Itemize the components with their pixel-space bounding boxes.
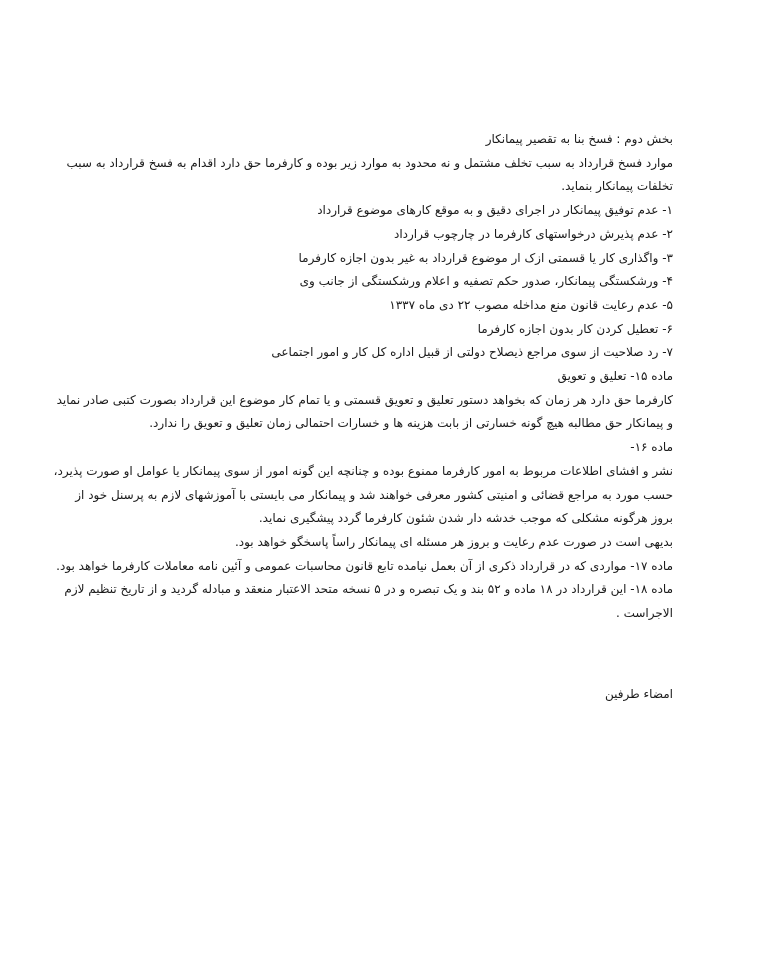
list-item: ۳- واگذاری کار یا قسمتی ازک ار موضوع قرارداد به غیر بدون اجازه کارفرما [298,250,673,265]
article-17: ماده ۱۷- مواردی که در قرارداد ذکری از آن بعمل نیامده تابع قانون محاسبات عمومی و آئین نامه معاملات کارفرما خواهد بود. [56,558,673,573]
article-16-body: نشر و افشای اطلاعات مربوط به امور کارفرما ممنوع بوده و چنانچه این گونه امور از سوی پیمانکار یا عوامل او صورت پذیرد، حسب مورد به مراجع قضائی و امنیتی کشور معرفی خواهند شد و پیمانکار می بایستی با آموزشهای لازم به پرسنل خود از بروز هرگونه مشکلی که موجب خدشه دار شدن شئون کارفرما گردد پیشگیری نماید. [53,463,673,526]
article-18: ماده ۱۸- این قرارداد در ۱۸ ماده و ۵۲ بند و یک تبصره و در ۵ نسخه متحد الاعتبار منعقد و مبادله گردید و از تاریخ تنظیم لازم الاجراست . [64,582,673,621]
article-16-title: ماده ۱۶- [630,440,673,455]
article-16-note: بدیهی است در صورت عدم رعایت و بروز هر مسئله ای پیمانکار راساً پاسخگو خواهد بود. [234,534,673,549]
list-item: ۴- ورشکستگی پیمانکار، صدور حکم تصفیه و اعلام ورشکستگی از جانب وی [299,274,673,289]
document-body [53,128,673,626]
article-15-body: کارفرما حق دارد هر زمان که بخواهد دستور تعلیق و تعویق قسمتی و یا تمام کار موضوع این قرارداد بصورت کتبی صادر نماید و پیمانکار حق مطالبه هیچ گونه خسارتی از بابت هزینه ها و خسارات احتمالی زمان تعلیق و تعویق را ندارد. [56,392,673,431]
list-item: ۲- عدم پذیرش درخواستهای کارفرما در چارچوب قرارداد [393,226,673,241]
list-item: ۵- عدم رعایت قانون منع مداخله مصوب ۲۲ دی ماه ۱۳۳۷ [389,297,673,312]
signature-label: امضاء طرفین [605,687,673,701]
list-item: ۷- رد صلاحیت از سوی مراجع ذیصلاح دولتی از قبیل اداره کل کار و امور اجتماعی [271,345,673,360]
list-item: ۶- تعطیل کردن کار بدون اجازه کارفرما [477,321,673,336]
list-item: ۱- عدم توفیق پیمانکار در اجرای دقیق و به موقع کارهای موضوع قرارداد [317,203,673,218]
article-15-title: ماده ۱۵- تعلیق و تعویق [557,369,673,384]
intro-paragraph: موارد فسخ قرارداد به سبب تخلف مشتمل و نه محدود به موارد زیر بوده و کارفرما حق دارد اقدام به فسخ قرارداد به سبب تخلفات پیمانکار بنماید. [66,155,673,194]
section-title: بخش دوم : فسخ بنا به تقصیر پیمانکار [485,132,673,146]
